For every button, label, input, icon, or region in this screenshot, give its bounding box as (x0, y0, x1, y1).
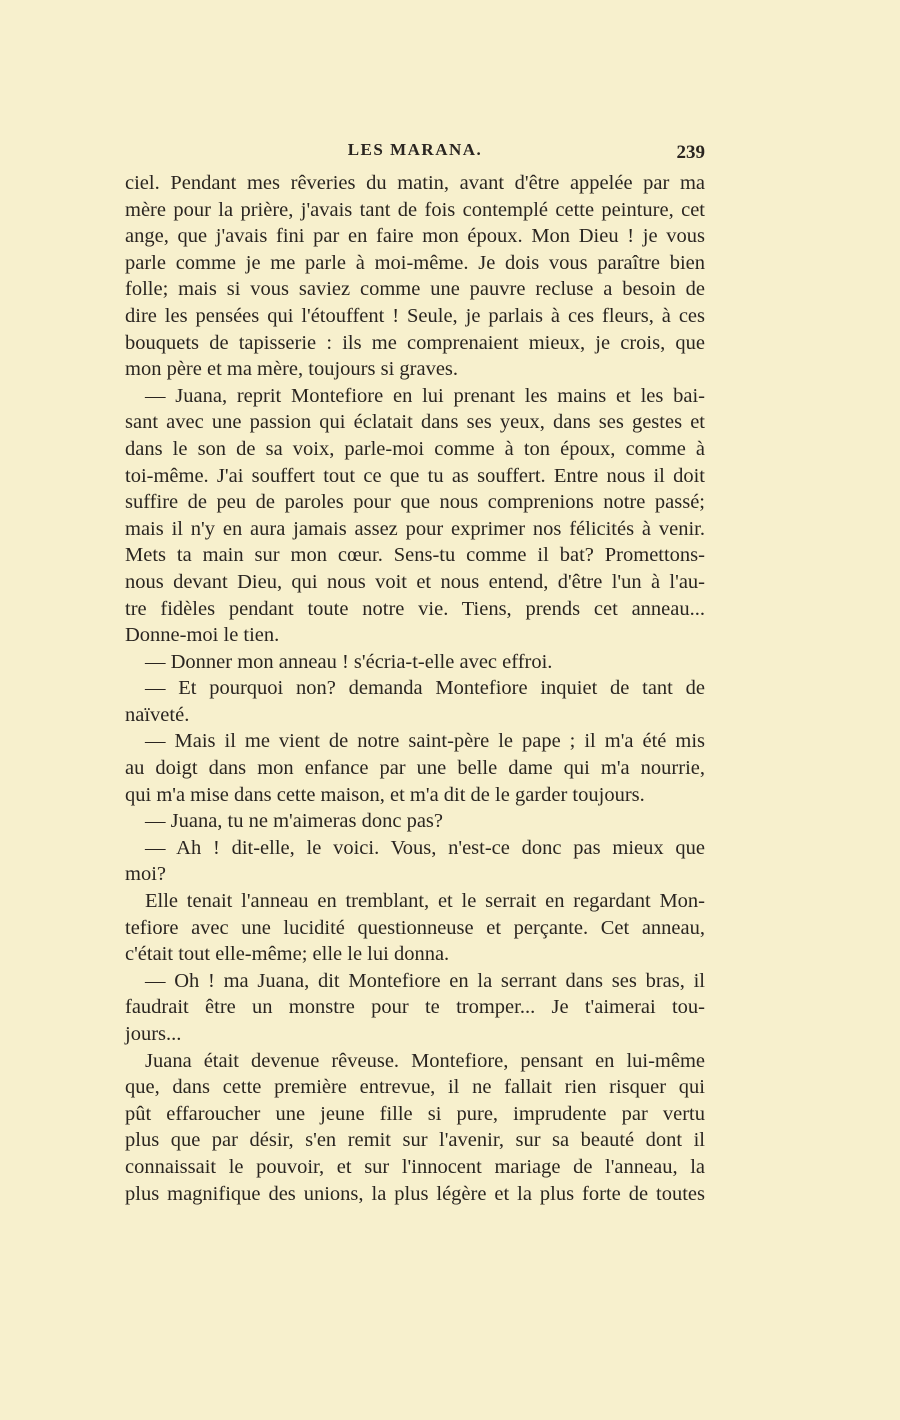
text-line-content: faudrait être un monstre pour te tromper... Je t'aimerai tou- (125, 996, 705, 1019)
text-line-content: Donne-moi le tien. (125, 624, 280, 647)
running-title: LES MARANA. (347, 140, 483, 159)
text-line (125, 835, 705, 862)
paragraph (125, 675, 705, 728)
text-line (125, 383, 705, 410)
text-line-content: ciel. Pendant mes rêveries du matin, avant d'être appelée par ma (125, 172, 705, 194)
text-line-content: mais il n'y en aura jamais assez pour exprimer nos félicités à venir. (125, 517, 705, 540)
paragraph (125, 649, 705, 676)
text-line-content: — Mais il me vient de notre saint-père le pape ; il m'a été mis (145, 730, 705, 753)
text-line (125, 1154, 705, 1181)
text-line (125, 1101, 705, 1128)
text-line (125, 622, 705, 649)
text-line (125, 1181, 705, 1208)
paragraph (125, 808, 705, 835)
text-line-content: qui m'a mise dans cette maison, et m'a dit de le garder toujours. (125, 783, 645, 806)
text-line-content: — Oh ! ma Juana, dit Montefiore en la serrant dans ses bras, il (145, 969, 705, 992)
text-line (125, 888, 705, 915)
paragraph (125, 888, 705, 968)
text-line (125, 808, 705, 835)
text-line-content: moi? (125, 863, 166, 886)
text-line-content: connaissait le pouvoir, et sur l'innocent mariage de l'anneau, la (125, 1155, 705, 1178)
text-line-content: Elle tenait l'anneau en tremblant, et le serrait en regardant Mon- (145, 890, 705, 913)
text-line (125, 170, 705, 197)
text-line-content: c'était tout elle-même; elle le lui donna. (125, 943, 450, 966)
text-line (125, 569, 705, 596)
text-line-content: plus que par désir, s'en remit sur l'avenir, sur sa beauté dont il (125, 1129, 705, 1152)
text-line-content: tre fidèles pendant toute notre vie. Tiens, prends cet anneau... (125, 597, 705, 620)
text-line (125, 542, 705, 569)
text-line-content: folle; mais si vous saviez comme une pauvre recluse a besoin de (125, 278, 705, 301)
text-line-content: parle comme je me parle à moi-même. Je dois vous paraître bien (125, 251, 705, 274)
text-line-content: — Juana, tu ne m'aimeras donc pas? (145, 810, 444, 833)
text-line-content: — Et pourquoi non? demanda Montefiore inquiet de tant de (145, 677, 705, 700)
paragraph (125, 728, 705, 808)
text-line-content: ange, que j'avais fini par en faire mon époux. Mon Dieu ! je vous (125, 225, 705, 248)
text-line (125, 303, 705, 330)
text-line-content: naïveté. (125, 703, 190, 726)
text-line (125, 649, 705, 676)
text-line-content: tefiore avec une lucidité questionneuse et perçante. Cet anneau, (125, 916, 705, 939)
text-line-content: pût effaroucher une jeune fille si pure, imprudente par vertu (125, 1102, 705, 1125)
text-line-content: plus magnifique des unions, la plus légère et la plus forte de toutes (125, 1182, 705, 1205)
text-line (125, 1127, 705, 1154)
text-line (125, 941, 705, 968)
text-line (125, 1074, 705, 1101)
text-line (125, 675, 705, 702)
text-line (125, 197, 705, 224)
text-line (125, 409, 705, 436)
text-line (125, 596, 705, 623)
text-line (125, 463, 705, 490)
text-line-content: — Ah ! dit-elle, le voici. Vous, n'est-ce donc pas mieux que (145, 836, 705, 859)
text-line (125, 994, 705, 1021)
text-line (125, 1048, 705, 1075)
text-line (125, 356, 705, 383)
text-line (125, 276, 705, 303)
text-line (125, 489, 705, 516)
text-line-content: jours... (125, 1023, 182, 1045)
text-line-content: Juana était devenue rêveuse. Montefiore, pensant en lui-même (145, 1049, 705, 1072)
text-line (125, 702, 705, 729)
text-line-content: Mets ta main sur mon cœur. Sens-tu comme il bat? Promettons- (125, 544, 705, 567)
text-line-content: dire les pensées qui l'étouffent ! Seule, je parlais à ces fleurs, à ces (125, 304, 705, 327)
text-line (125, 968, 705, 995)
text-line-content: mère pour la prière, j'avais tant de fois contemplé cette peinture, cet (125, 198, 705, 221)
text-line-content: bouquets de tapisserie : ils me comprenaient mieux, je crois, que (125, 331, 705, 354)
text-line-content: toi-même. J'ai souffert tout ce que tu as souffert. Entre nous il doit (125, 464, 705, 487)
text-line-content: sant avec une passion qui éclatait dans ses yeux, dans ses gestes et (125, 411, 705, 434)
text-line (125, 330, 705, 357)
text-line-content: au doigt dans mon enfance par une belle dame qui m'a nourrie, (125, 757, 705, 780)
text-line (125, 782, 705, 809)
running-header (125, 140, 705, 166)
paragraph (125, 1048, 705, 1208)
text-line (125, 250, 705, 277)
text-line-content: — Donner mon anneau ! s'écria-t-elle avec effroi. (145, 650, 553, 673)
text-line (125, 516, 705, 543)
text-line (125, 223, 705, 250)
text-line (125, 436, 705, 463)
text-line-content: mon père et ma mère, toujours si graves. (125, 358, 459, 381)
text-line (125, 1021, 705, 1048)
paragraph (125, 968, 705, 1048)
text-line (125, 861, 705, 888)
text-line (125, 728, 705, 755)
text-line (125, 755, 705, 782)
text-line (125, 915, 705, 942)
paragraph (125, 383, 705, 649)
text-line-content: que, dans cette première entrevue, il ne fallait rien risquer qui (125, 1076, 705, 1099)
page-number: 239 (676, 142, 705, 163)
paragraph (125, 170, 705, 383)
text-line-content: — Juana, reprit Montefiore en lui prenant les mains et les bai- (145, 384, 705, 407)
text-line-content: nous devant Dieu, qui nous voit et nous entend, d'être l'un à l'au- (125, 570, 705, 593)
paragraph (125, 835, 705, 888)
body-text (125, 170, 705, 1207)
text-line-content: dans le son de sa voix, parle-moi comme à ton époux, comme à (125, 437, 705, 460)
text-line-content: suffire de peu de paroles pour que nous comprenions notre passé; (125, 491, 705, 514)
